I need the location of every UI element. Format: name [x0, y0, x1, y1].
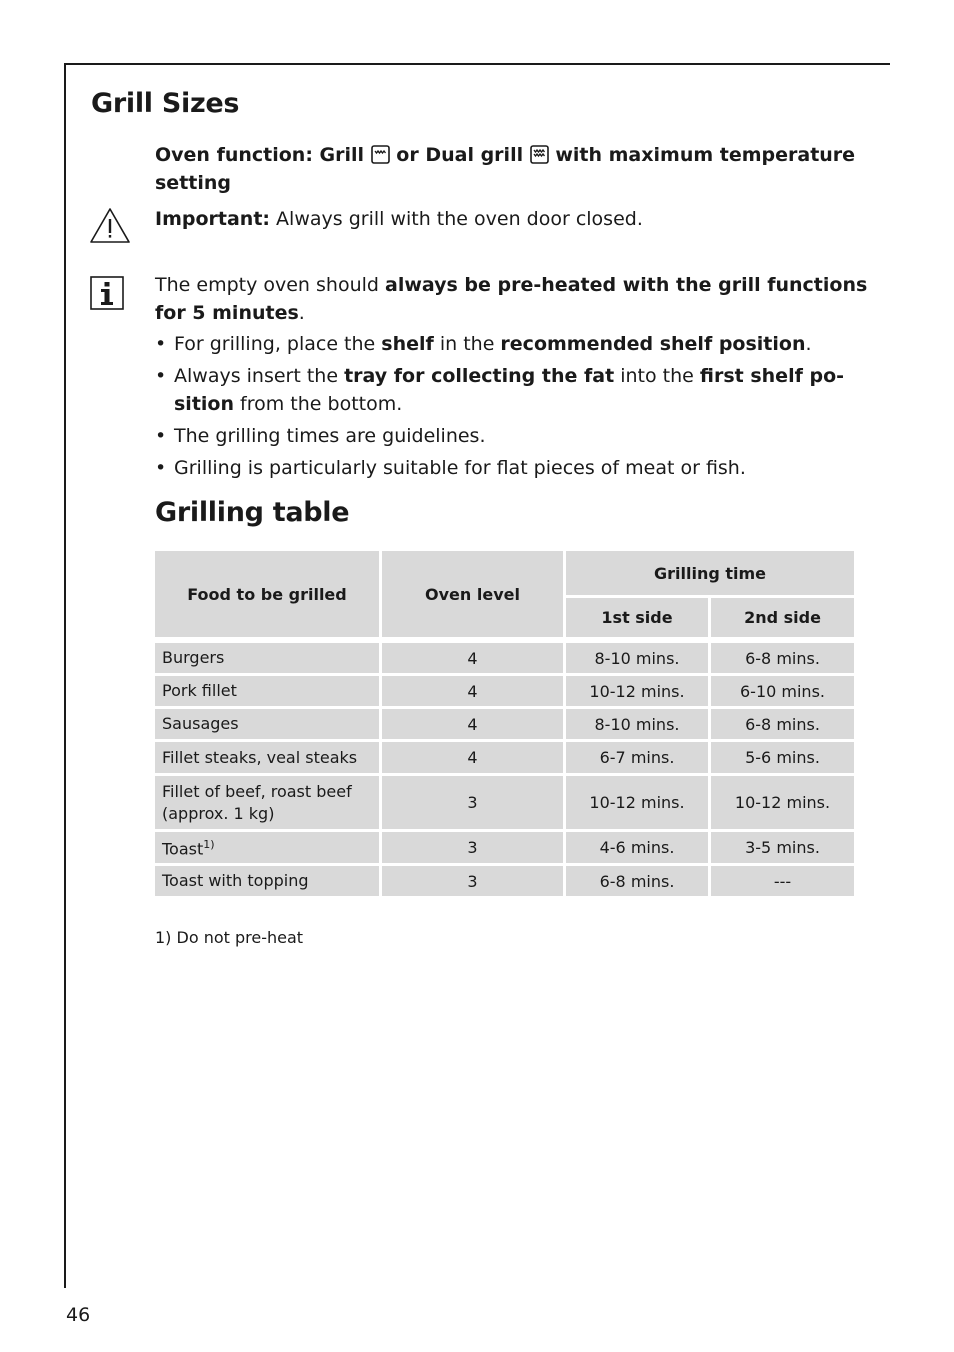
- header-food: Food to be grilled: [155, 551, 382, 640]
- table-row: Pork fillet 4 10-12 mins. 6-10 mins.: [155, 676, 854, 709]
- dual-grill-icon: [530, 145, 549, 164]
- preheat-lead: The empty oven should: [155, 274, 385, 296]
- page-number: 46: [66, 1304, 91, 1326]
- header-oven-level: Oven level: [382, 551, 566, 640]
- list-item: • For grilling, place the shelf in the recommended shelf position.: [155, 333, 812, 355]
- guideline-list: [155, 330, 875, 486]
- header-first-side: 1st side: [566, 598, 711, 640]
- preheat-bold: always be pre-heated with the grill functions for 5 minutes: [155, 274, 868, 324]
- table-row: Sausages 4 8-10 mins. 6-8 mins.: [155, 709, 854, 742]
- header-second-side: 2nd side: [711, 598, 854, 640]
- warning-triangle-icon: [89, 207, 131, 244]
- footnote: 1) Do not pre-heat: [155, 928, 304, 947]
- table-row: Burgers 4 8-10 mins. 6-8 mins.: [155, 643, 854, 676]
- grill-icon: [371, 145, 390, 164]
- header-grilling-time: Grilling time: [566, 551, 854, 598]
- list-item: • Always insert the tray for collecting the fat into the first shelf po-sition from the bottom.: [155, 365, 845, 415]
- page-title: Grill Sizes: [91, 88, 240, 119]
- table-title: Grilling table: [155, 497, 350, 528]
- frame-left-rule: [64, 63, 66, 1288]
- table-row: Toast$^{1)}$ 3 4-6 mins. 3-5 mins.: [155, 832, 854, 866]
- important-text: Always grill with the oven door closed.: [270, 208, 643, 230]
- table-row: Fillet of beef, roast beef (approx. 1 kg) 3 10-12 mins. 10-12 mins.: [155, 776, 854, 832]
- oven-function-line: [155, 141, 865, 197]
- preheat-note: [155, 271, 875, 327]
- preheat-tail: .: [298, 302, 305, 324]
- table-row: Toast with topping 3 6-8 mins. ---: [155, 866, 854, 899]
- table-row: Fillet steaks, veal steaks 4 6-7 mins. 5-6 mins.: [155, 742, 854, 776]
- footnote-marker: 1): [203, 838, 215, 852]
- list-item: • The grilling times are guidelines.: [155, 425, 486, 447]
- list-item: • Grilling is particularly suitable for flat pieces of meat or fish.: [155, 457, 746, 479]
- grilling-table: [155, 551, 854, 899]
- oven-function-part2: or Dual grill: [396, 144, 524, 166]
- important-label: Important:: [155, 208, 271, 230]
- frame-top-rule: [64, 63, 890, 65]
- info-icon: [90, 276, 124, 310]
- oven-function-part1: Oven function: Grill: [155, 144, 365, 166]
- oven-function-part3: with maximum temperature setting: [155, 144, 856, 194]
- important-note: [155, 205, 643, 233]
